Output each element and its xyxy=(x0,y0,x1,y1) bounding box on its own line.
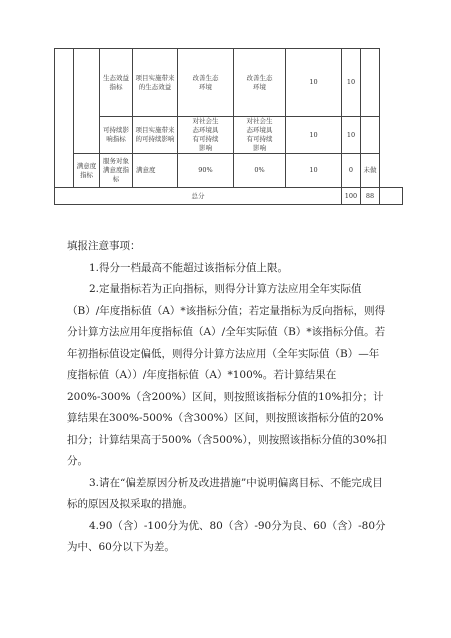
note-item: 1.得分一档最高不能超过该指标分值上限。 xyxy=(89,261,289,274)
table-total-row xyxy=(55,188,403,205)
actual-value-cell: 对社会生 态环境具 有可持续 影响 xyxy=(234,117,286,154)
target-value-cell: 改善生态 环境 xyxy=(178,49,234,117)
table-row xyxy=(55,154,403,188)
weight-cell: 10 xyxy=(286,154,342,188)
level3-indicator-cell: 生态效益 指标 xyxy=(100,49,133,117)
total-score-cell: 88 xyxy=(361,188,380,205)
weight-cell: 10 xyxy=(286,117,342,154)
total-note-cell xyxy=(380,188,403,205)
weight-cell: 10 xyxy=(286,49,342,117)
level2-indicator-cell: 满意度 指标 xyxy=(74,154,100,188)
score-cell: 0 xyxy=(342,154,361,188)
note-cell xyxy=(361,49,380,117)
table-row xyxy=(55,49,403,117)
note-item: 4.90（含）-100分为优、80（含）-90分为良、60（含）-80分为中、60分以下为差。 xyxy=(67,519,386,553)
score-cell: 10 xyxy=(342,117,361,154)
indicator-cell: 满意度 xyxy=(133,154,178,188)
target-value-cell: 90% xyxy=(178,154,234,188)
target-value-cell: 对社会生 态环境具 有可持续 影响 xyxy=(178,117,234,154)
level3-indicator-cell: 可持续影 响指标 xyxy=(100,117,133,154)
total-label-cell: 总分 xyxy=(55,188,342,205)
table-row xyxy=(55,117,403,154)
note-item: 2.定量指标若为正向指标，则得分计算方法应用全年实际值（B）/年度指标值（A）*该指标分值；若定量指标为反向指标，则得分计算方法应用年度指标值（A）/全年实际值（B）*该指标分值。若年初指标值设定偏低，则得分计算方法应用（全年实际值（B）—年度指标值（A））/年度指标值（A）*100%。若计算结果在200%-300%（含200%）区间，则按照该指标分值的10%扣分；计算结果在300%-500%（含300%）区间，则按照该指标分值的20%扣分；计算结果高于500%（含500%），则按照该指标分值的30%扣分。 xyxy=(67,283,387,467)
indicator-cell: 项目实施带来 的生态效益 xyxy=(133,49,178,117)
total-weight-cell: 100 xyxy=(342,188,361,205)
note-cell xyxy=(361,117,380,154)
level3-indicator-cell: 服务对象 满意度指标 xyxy=(100,154,133,188)
level1-indicator-cell xyxy=(55,49,74,188)
note-cell: 未做 xyxy=(361,154,380,188)
score-cell: 10 xyxy=(342,49,361,117)
level2-indicator-cell xyxy=(74,49,100,154)
indicator-cell: 项目实施带来 的可持续影响 xyxy=(133,117,178,154)
filling-instructions xyxy=(67,236,387,559)
actual-value-cell: 0% xyxy=(234,154,286,188)
actual-value-cell: 改善生态 环境 xyxy=(234,49,286,117)
note-item: 3.请在“偏差原因分析及改进措施”中说明偏离目标、不能完成目标的原因及拟采取的措施。 xyxy=(67,476,383,510)
performance-score-table xyxy=(54,48,403,205)
notes-heading: 填报注意事项： xyxy=(67,240,141,252)
